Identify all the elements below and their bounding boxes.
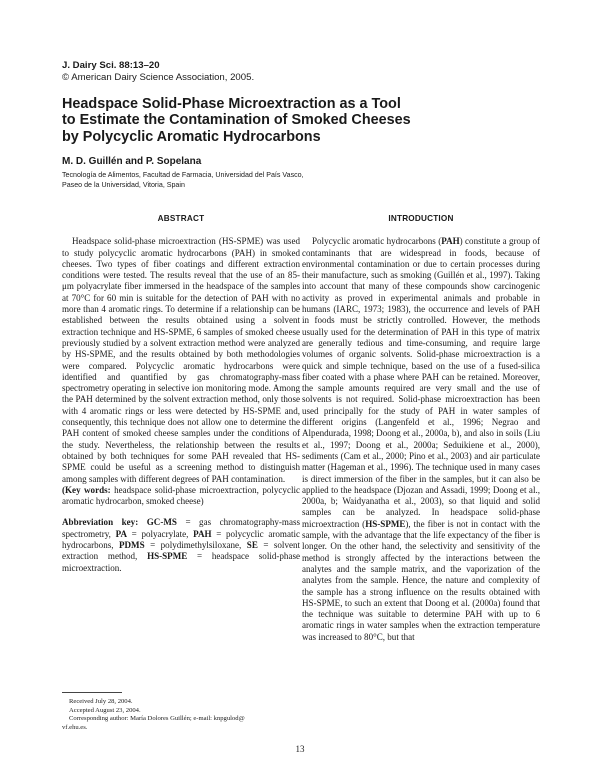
left-column [62, 213, 300, 574]
intro-text-run: ) constitute a group of contaminants that are widespread in foods, because of environmental contamination or due to certain processes during their manufacture, such as smoking (Guillén et al., 1997). Taking into account that many of these compounds show carcinogenic activity as proved in experimental animals and probable in humans (IARC, 1973; 1983), the occurrence and levels of PAH in foods must be strictly controlled. However, the methods usually used for the determination of PAH in this type of matrix are generally tedious and time-consuming, and require large volumes of organic solvents. Solid-phase microextraction is a quick and simple technique, based on the use of a fused-silica fiber coated with a phase where PAH can be retained. Moreover, the sample amounts required are very small and the use of solvents is not required. Solid-phase microextraction has been used principally for the study of PAH in water samples of different origins (Langenfeld et al., 1996; Negrao and Alpendurada, 1998; Doong et al., 2000a, b), and also in soils (Liu et al., 1997; Doong et al., 2000a; Seduikiene et al., 2000), sediments (Cam et al., 2000; Pino et al., 2003) and air particulate matter (Hageman et al., 1996). The technique used in many cases is direct immersion of the fiber in the samples, but it can also be applied to the headspace (Djozan and Assadi, 1999; Doong et al., 2000a, b; Waidyanatha et al., 2003), so that liquid and solid samples can be analyzed. In headspace solid-phase microextraction ( [302, 236, 540, 529]
affiliation [62, 171, 304, 190]
abbr-definition: = gas chromatography-mass spectrometry, [62, 517, 301, 539]
footnote-corresponding: Corresponding author: María Dolores Guillén; e-mail: knpgulod@ [69, 715, 245, 723]
affiliation-line: Tecnología de Alimentos, Facultad de Farmacia, Universidad del País Vasco, [62, 171, 304, 179]
abbreviation-label: Abbreviation key: [62, 517, 139, 528]
footnote-received: Received July 28, 2004. [69, 698, 133, 705]
intro-abbr-hs-spme: HS-SPME [365, 518, 406, 529]
introduction-heading: INTRODUCTION [388, 214, 454, 223]
keywords-text: headspace solid-phase microextraction, polycyclic aromatic hydrocarbon, smoked cheese) [62, 484, 300, 507]
abstract-heading: ABSTRACT [157, 214, 205, 223]
intro-abbr-pah: PAH [441, 236, 460, 247]
keywords-label: (Key words: [62, 484, 111, 495]
introduction-text [302, 236, 540, 643]
affiliation-line: Paseo de la Universidad, Vitoria, Spain [62, 180, 185, 189]
abbr-term: PAH [193, 528, 212, 539]
page-number: 13 [295, 744, 305, 754]
footnote-rule [62, 692, 122, 693]
article-title [62, 96, 542, 145]
abstract-text: Headspace solid-phase microextraction (HS-SPME) was used to study polycyclic aromatic hydrocarbons (PAH) in smoked cheeses. Two types of fiber coatings and different extraction conditions were tested. The results reveal that the use of an 85-μm polyacrylate fiber immersed in the headspace of the samples at 70°C for 60 min is suitable for the detection of PAH with no more than 4 aromatic rings. To determine if a relationship can be established between the results obtained using a solvent extraction technique and HS-SPME, 6 samples of smoked cheese previously studied by a solvent extraction method were analyzed by HS-SPME, and the results obtained by both methodologies were compared. Polycyclic aromatic hydrocarbons were identified and quantified by gas chromatography-mass spectrometry operating in selective ion monitoring mode. Among the PAH determined by the solvent extraction method, only those with 4 aromatic rings or less were detected by HS-SPME and, consequently, this technique does not allow one to determine the PAH content of smoked cheese samples under the conditions of the study. Nevertheless, the relationship between the results obtained by both techniques for some PAH revealed that HS-SPME could be useful as a screening method to distinguish among samples with different degrees of PAH contamination. [62, 236, 300, 484]
journal-header [62, 60, 254, 84]
right-column [302, 213, 540, 643]
abbr-term: HS-SPME [147, 551, 188, 562]
abbr-definition: = polydimethylsiloxane, [150, 540, 242, 551]
abbreviation-key [62, 517, 300, 573]
intro-text-run: Polycyclic aromatic hydrocarbons ( [312, 236, 442, 247]
abbr-term: PA [115, 528, 127, 539]
journal-citation: J. Dairy Sci. 88:13–20 [62, 60, 160, 71]
footnote-accepted: Accepted August 23, 2004. [69, 706, 141, 714]
abbr-definition: = headspace solid-phase microextraction. [62, 551, 300, 573]
abbr-definition: = polycyclic aromatic hydrocarbons, [62, 528, 301, 551]
footnote-email-continued: vf.ehu.es. [62, 723, 88, 731]
title-line: to Estimate the Contamination of Smoked Cheeses [62, 112, 411, 129]
author-list: M. D. Guillén and P. Sopelana [62, 156, 202, 167]
title-line: by Polycyclic Aromatic Hydrocarbons [62, 128, 321, 145]
footnotes [62, 698, 300, 732]
abbr-term: SE [246, 540, 258, 551]
abbr-definition: = solvent extraction method, [62, 540, 301, 562]
abbr-definition: = polyacrylate, [131, 528, 189, 539]
intro-text-run: ), the fiber is not in contact with the sample, with the advantage that the life expectancy of the fiber is longer. On the other hand, the selectivity and sensitivity of the method is strongly affected by the interactions between the analytes and the sample matrix, and the vaporization of the analytes from the sample. Hence, the nature and complexity of the sample has a strong influence on the results obtained with HS-SPME, to such an extent that Doong et al. (2000a) found that the technique was suitable to determine PAH with up to 6 aromatic rings in water samples when the extraction temperature was increased to 80°C, but that [302, 518, 541, 642]
abbr-term: GC-MS [146, 517, 177, 528]
keywords [62, 485, 300, 508]
abbr-term: PDMS [118, 540, 145, 551]
title-line: Headspace Solid-Phase Microextraction as a Tool [62, 96, 401, 112]
journal-copyright: © American Dairy Science Association, 2005. [62, 72, 255, 83]
